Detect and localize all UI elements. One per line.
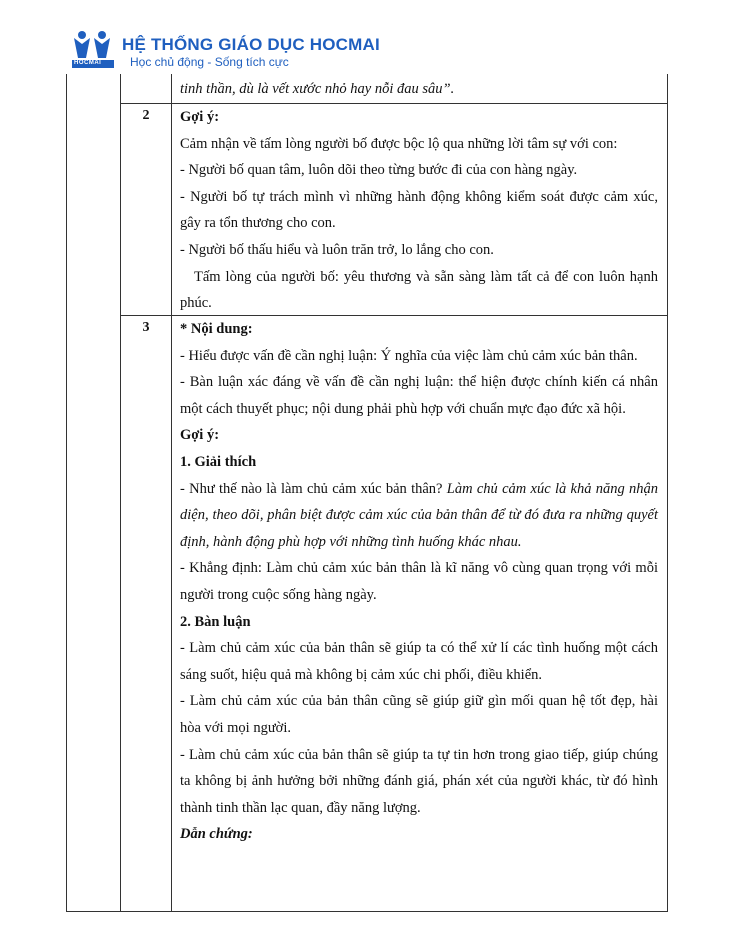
row3-definition-paragraph	[180, 476, 658, 556]
row2-content	[180, 104, 658, 317]
row2-intro: Cảm nhận về tấm lòng người bố được bộc lộ qua những lời tâm sự với con:	[180, 135, 618, 152]
row2-bullet-2: - Người bố tự trách mình vì những hành động không kiểm soát được cảm xúc, gây ra tổn thương cho con.	[180, 188, 658, 232]
row3-definition: Làm chủ cảm xúc là khả năng nhận diện, theo dõi, phân biệt được cảm xúc của bản thân để từ đó đưa ra những quyết định, hành động phù hợp với những tình huống khác nhau.	[180, 480, 659, 550]
row3-section2-title: 2. Bàn luận	[180, 613, 251, 630]
row3-section1-title: 1. Giải thích	[180, 453, 257, 470]
row3-content-heading: * Nội dung:	[180, 321, 253, 337]
column-divider-1	[120, 74, 121, 911]
row3-hint-heading: Gợi ý:	[180, 427, 220, 444]
row2-conclusion: Tấm lòng của người bố: yêu thương và sẵn sàng làm tất cả để con luôn hạnh phúc.	[180, 268, 658, 312]
logo-text: HOCMAI	[74, 60, 102, 66]
row-number-3: 3	[142, 320, 150, 335]
row-number-2: 2	[142, 108, 150, 123]
prev-row-text	[180, 76, 658, 103]
answer-table	[66, 74, 668, 912]
page-header	[72, 30, 472, 74]
brand-slogan: Học chủ động - Sống tích cực	[130, 55, 289, 69]
row3-affirm: - Khẳng định: Làm chủ cảm xúc bản thân là kĩ năng vô cùng quan trọng với mỗi người trong cuộc sống hàng ngày.	[180, 560, 658, 603]
brand-title: HỆ THỐNG GIÁO DỤC HOCMAI	[122, 35, 380, 54]
row2-heading: Gợi ý:	[180, 109, 220, 125]
row3-content-item-2: - Bàn luận xác đáng về vấn đề cần nghị luận: thể hiện được chính kiến cá nhân một cách thuyết phục; nội dung phải phù hợp với chuẩn mực đạo đức xã hội.	[180, 374, 658, 417]
row2-bullet-1: - Người bố quan tâm, luôn dõi theo từng bước đi của con hàng ngày.	[180, 162, 578, 179]
row3-question: - Như thế nào là làm chủ cảm xúc bản thân?	[180, 480, 443, 497]
row3-content	[180, 316, 658, 848]
row3-content-item-1: - Hiểu được vấn đề cần nghị luận: Ý nghĩa của việc làm chủ cảm xúc bản thân.	[180, 347, 638, 364]
row3-discussion-1: - Làm chủ cảm xúc của bản thân sẽ giúp ta có thể xử lí các tình huống một cách sáng suốt, hiệu quả mà không bị cảm xúc chi phối, điều khiển.	[180, 640, 658, 683]
row2-bullet-3: - Người bố thấu hiểu và luôn trăn trở, lo lắng cho con.	[180, 241, 494, 258]
row3-discussion-3: - Làm chủ cảm xúc của bản thân sẽ giúp ta tự tin hơn trong giao tiếp, giúp chúng ta không bị ảnh hưởng bởi những đánh giá, phán xét của người khác, từ đó hình thành tinh thần lạc quan, đầy năng lượng.	[180, 746, 658, 816]
row3-discussion-2: - Làm chủ cảm xúc của bản thân cũng sẽ giúp giữ gìn mối quan hệ tốt đẹp, hài hòa với mọi người.	[180, 693, 658, 736]
column-divider-2	[171, 74, 172, 911]
prev-row-line: tinh thần, dù là vết xước nhỏ hay nỗi đau sâu”.	[180, 81, 455, 97]
row3-evidence-heading: Dẫn chứng:	[180, 826, 253, 843]
